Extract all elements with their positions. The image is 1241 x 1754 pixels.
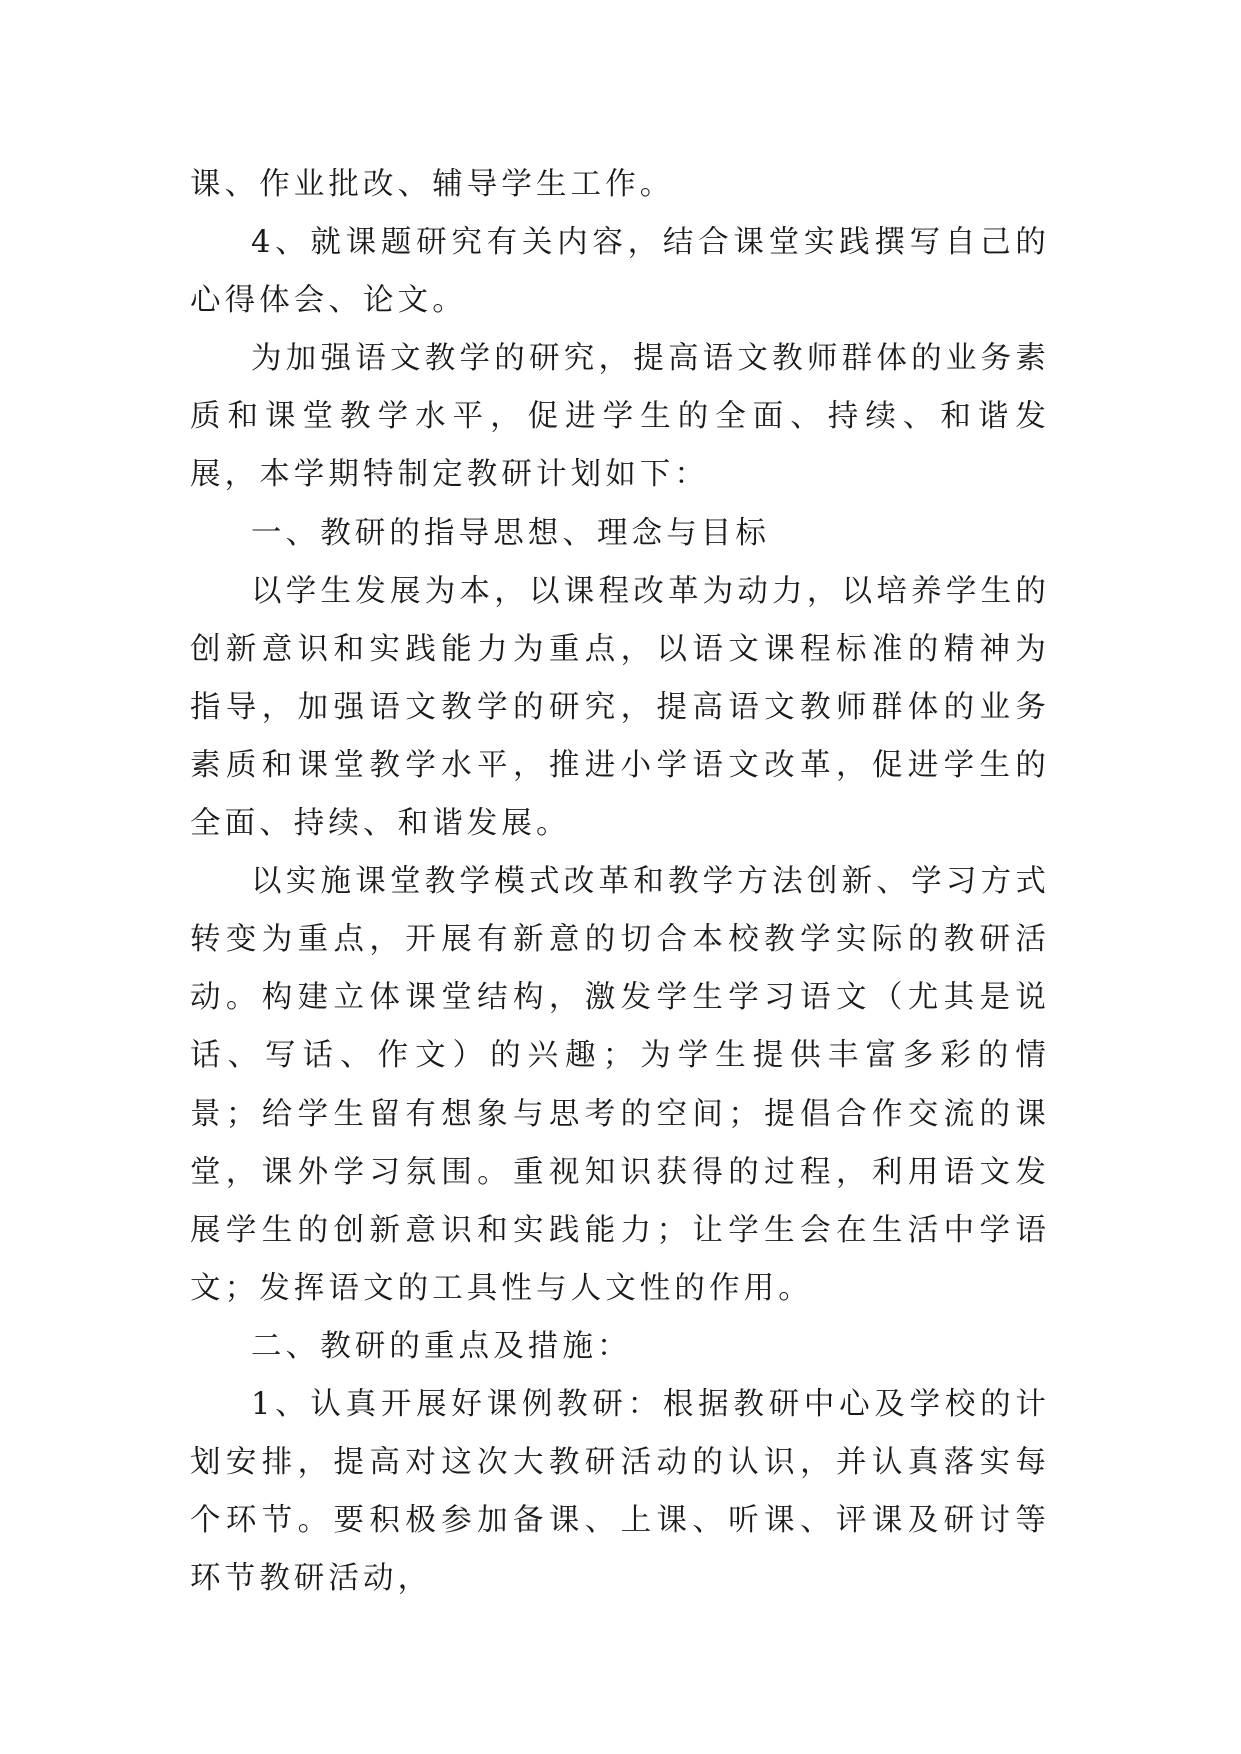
paragraph-intro: 为加强语文教学的研究，提高语文教师群体的业务素质和课堂教学水平，促进学生的全面、持续、和谐发展，本学期特制定教研计划如下： bbox=[190, 341, 1050, 493]
paragraph-item-4: 4、就课题研究有关内容，结合课堂实践撰写自己的心得体会、论文。 bbox=[190, 225, 1050, 319]
section-heading-2: 二、教研的重点及措施： bbox=[251, 1328, 632, 1364]
section-heading-1: 一、教研的指导思想、理念与目标 bbox=[251, 515, 770, 551]
paragraph-teaching-reform: 以实施课堂教学模式改革和教学方法创新、学习方式转变为重点，开展有新意的切合本校教学实际的教研活动。构建立体课堂结构，激发学生学习语文（尤其是说话、写话、作文）的兴趣；为学生提供丰富多彩的情景；给学生留有想象与思考的空间；提倡合作交流的课堂，课外学习氛围。重视知识获得的过程，利用语文发展学生的创新意识和实践能力；让学生会在生活中学语文；发挥语文的工具性与人文性的作用。 bbox=[190, 864, 1050, 1306]
paragraph-guiding-thought: 以学生发展为本，以课程改革为动力，以培养学生的创新意识和实践能力为重点，以语文课程标准的精神为指导，加强语文教学的研究，提高语文教师群体的业务素质和课堂教学水平，推进小学语文改革，促进学生的全面、持续、和谐发展。 bbox=[190, 573, 1050, 842]
paragraph-measure-1: 1、认真开展好课例教研：根据教研中心及学校的计划安排，提高对这次大教研活动的认识，并认真落实每个环节。要积极参加备课、上课、听课、评课及研讨等环节教研活动， bbox=[190, 1386, 1050, 1597]
paragraph-continued: 课、作业批改、辅导学生工作。 bbox=[190, 167, 675, 202]
document-body bbox=[190, 156, 1050, 1608]
